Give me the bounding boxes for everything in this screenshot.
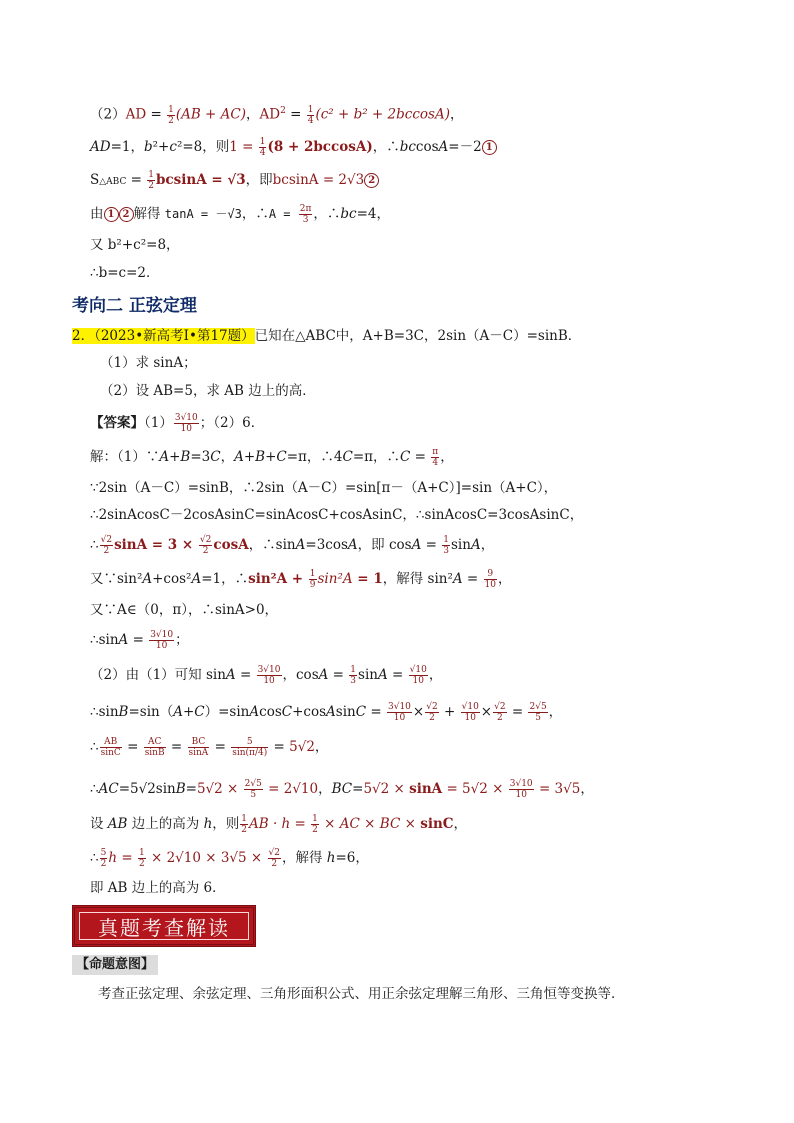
problem-number-highlight: 2．（2023•新高考Ⅰ•第17题） — [72, 328, 255, 344]
problem-stem: 2．（2023•新高考Ⅰ•第17题）已知在△ABC中，A+B=3C，2sin（A－C）=sinB． — [72, 328, 582, 344]
solution-step-3: ∴2sinAcosC－2cosAsinC=sinAcosC+cosAsinC，∴sinAcosC=3cosAsinC， — [90, 507, 584, 523]
solution-step-13: ∴ $\frac{5}{2}$ h = $\frac{1}{2}$ × 2√10 × 3√5 × $\frac{√2}{2}$ ，解得 h=6， — [90, 848, 369, 869]
circle-two-icon: 2 — [364, 173, 379, 188]
solution-step-1: 解：（1）∵A+B=3C，A+B+C=π，∴4C=π，∴C = $\frac{\pi}{4}$ ， — [90, 447, 454, 468]
line-b-equals-c: ∴b=c=2． — [90, 265, 160, 281]
line-ad-equals: AD=1，b²+c²=8，则1 = $\frac{1}{4}$ (8 + 2bccosA)，∴bccosA=－2 1 — [90, 137, 497, 158]
solution-step-14: 即 AB 边上的高为 6． — [90, 880, 226, 896]
banner-text: 真题考查解读 — [98, 915, 230, 940]
solution-step-2: ∵2sin（A－C）=sinB，∴2sin（A－C）=sin[π－（A+C）]=sin（A+C）， — [90, 480, 558, 496]
question-1: （1）求 sinA； — [100, 355, 197, 371]
circle-one-icon: 1 — [482, 140, 497, 155]
solution-step-7: ∴sinA = $\frac{3√10}{10}$ ； — [90, 630, 189, 651]
solution-step-11: ∴AC=5√2sinB=5√2 × $\frac{2√5}{5}$ = 2√10，BC=5√2 × sinA = 5√2 × $\frac{3√10}{10}$ = 3√5， — [90, 779, 594, 800]
solution-step-5: 又∵sin²A+cos²A=1，∴sin²A + $\frac{1}{9}$ sin²A = 1，解得 sin²A = $\frac{9}{10}$ ， — [90, 569, 512, 590]
solution-step-8: （2）由（1）可知 sinA = $\frac{3√10}{10}$ ，cosA = $\frac{1}{3}$ sinA = $\frac{√10}{10}$ ， — [90, 665, 443, 686]
section-banner — [72, 905, 256, 947]
line-sum-squares: 又 b²+c²=8， — [90, 237, 180, 253]
solution-step-6: 又∵A∈（0，π），∴sinA>0， — [90, 602, 279, 618]
solution-step-10: ∴ $\frac{AB}{\sin C}$ = $\frac{AC}{\sin B}$ = $\frac{BC}{\sin A}$ = $\frac{5}{\sin(\pi/4)}$ = 5√2， — [90, 737, 329, 758]
section-title: 考向二 正弦定理 — [72, 296, 197, 316]
line-ad-vector: （2）AD = $\frac{1}{2}$ (AB + AC)，$AD^2$ = $\frac{1}{4}$ (c² + b² + 2bccosA)， — [90, 104, 464, 126]
solution-step-9: ∴sinB=sin（A+C）=sinAcosC+cosAsinC = $\frac{3√10}{10}$ × $\frac{√2}{2}$ + $\frac{√10}{10}$ × $\frac{√2}{2}$ = $\frac{2√5}{5}$ ， — [90, 702, 563, 723]
intent-label: 【命题意图】 — [72, 955, 158, 975]
answer-line: 【答案】（1） $\frac{3√10}{10}$ ；（2）6． — [90, 413, 265, 434]
solution-step-4: ∴ $\frac{√2}{2}$ sinA = 3 × $\frac{√2}{2}$ cosA，∴sinA=3cosA，即 cosA = $\frac{1}{3}$ sinA， — [90, 535, 495, 556]
line-area: S△ABC = $\frac{1}{2}$ bcsinA = √3，即bcsinA = 2√3 2 — [90, 170, 379, 192]
question-2: （2）设 AB=5，求 AB 边上的高． — [100, 383, 316, 399]
solution-step-12: 设 AB 边上的高为 h，则 $\frac{1}{2}$ AB · h = $\frac{1}{2}$ × AC × BC × sinC， — [90, 814, 468, 835]
line-tan: 由 1 2 解得 tanA = －√3，∴A = $\frac{2\pi}{3}$ ，∴bc=4， — [90, 204, 390, 225]
intent-text: 考查正弦定理、余弦定理、三角形面积公式、用正余弦定理解三角形、三角恒等变换等． — [98, 986, 625, 1002]
